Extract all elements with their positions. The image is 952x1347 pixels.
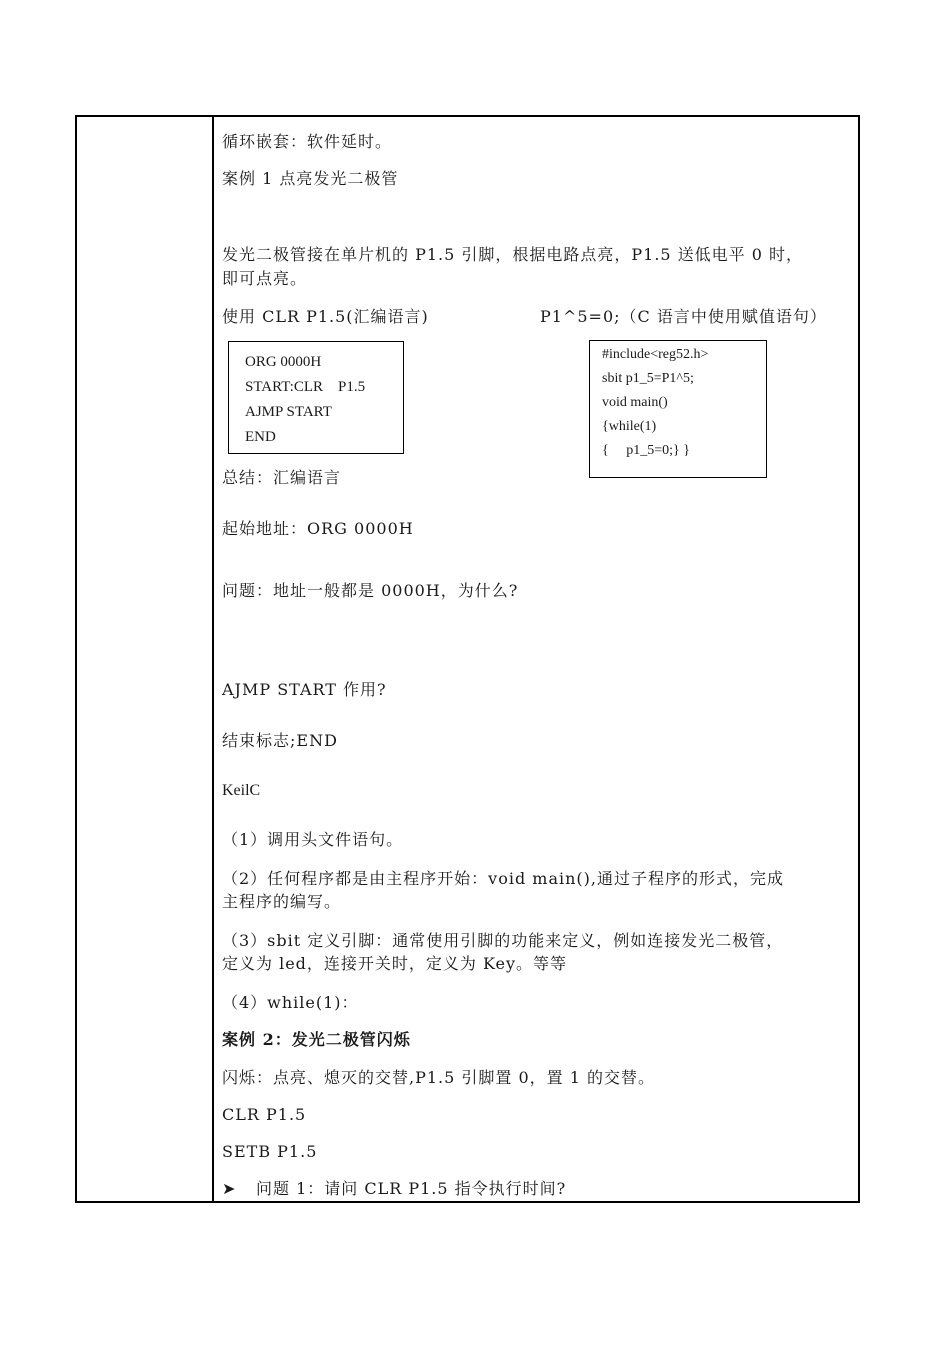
list-item: （4）while(1)： [222, 993, 359, 1012]
text-line: AJMP START 作用? [222, 680, 387, 699]
code-text-line: CLR P1.5 [222, 1105, 307, 1124]
text-line: 即可点亮。 [222, 269, 308, 288]
list-item: （3）sbit 定义引脚：通常使用引脚的功能来定义，例如连接发光二极管， [222, 931, 784, 950]
code-text-line: SETB P1.5 [222, 1142, 318, 1161]
list-item: （2）任何程序都是由主程序开始：void main(),通过子程序的形式，完成 [222, 869, 785, 888]
list-item-cont: 定义为 led，连接开关时，定义为 Key。等等 [222, 954, 568, 973]
text-line: 循环嵌套：软件延时。 [222, 132, 393, 151]
code-line: ORG 0000H [245, 354, 322, 370]
list-item-cont: 主程序的编写。 [222, 892, 342, 911]
question-item [222, 1178, 566, 1200]
code-line: AJMP START [245, 404, 332, 420]
text-line: 结束标志;END [222, 731, 338, 750]
text-line: 总结：汇编语言 [222, 468, 342, 487]
text-line: 发光二极管接在单片机的 P1.5 引脚，根据电路点亮，P1.5 送低电平 0 时， [222, 245, 804, 264]
text-line: 问题：地址一般都是 0000H，为什么? [222, 581, 519, 600]
code-line: START:CLR P1.5 [245, 379, 366, 395]
list-item: （1）调用头文件语句。 [222, 830, 404, 849]
code-line: sbit p1_5=P1^5; [602, 371, 694, 386]
code-line: {while(1) [602, 419, 657, 434]
c-code-box [589, 340, 767, 478]
question-text: 问题 1：请问 CLR P1.5 指令执行时间? [256, 1179, 567, 1198]
text-line: KeilC [222, 782, 261, 799]
arrowhead-bullet-icon: ➤ [222, 1179, 237, 1198]
code-line: void main() [602, 395, 668, 410]
code-line: { p1_5=0;} } [602, 443, 690, 458]
text-line: 闪烁：点亮、熄灭的交替,P1.5 引脚置 0，置 1 的交替。 [222, 1068, 656, 1087]
case2-title: 案例 2：发光二极管闪烁 [222, 1030, 411, 1049]
asm-code-box [228, 341, 404, 454]
case1-title: 案例 1 点亮发光二极管 [222, 169, 399, 188]
code-line: #include<reg52.h> [602, 347, 709, 362]
code-line: END [245, 429, 276, 445]
text-line-c: P1^5=0;（C 语言中使用赋值语句） [540, 307, 827, 326]
text-line-asm: 使用 CLR P1.5(汇编语言) [222, 307, 429, 326]
text-line: 起始地址：ORG 0000H [222, 519, 414, 538]
